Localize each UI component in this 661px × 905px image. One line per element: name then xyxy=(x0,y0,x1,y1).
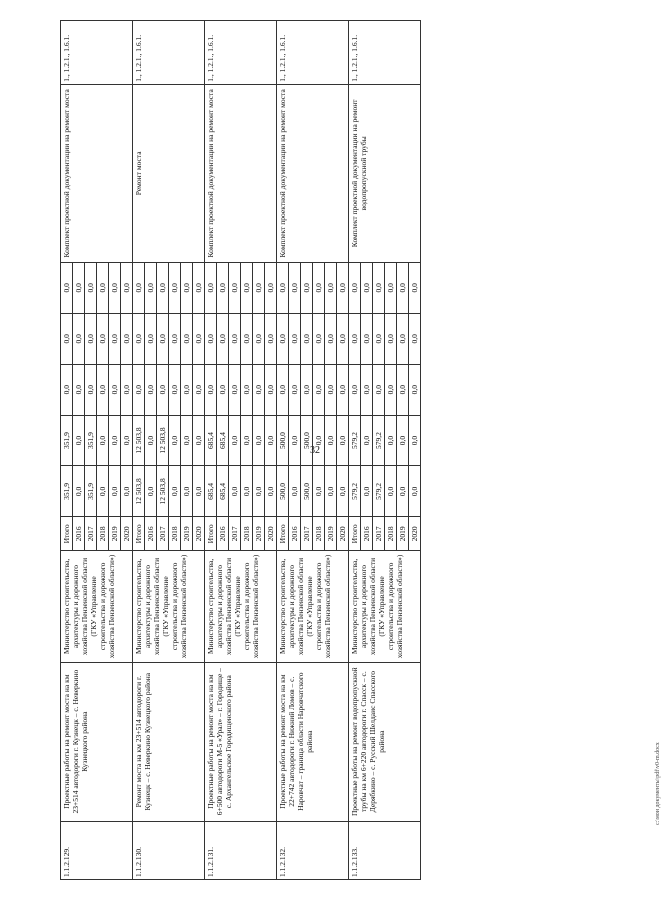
year-label: 2017 xyxy=(157,517,169,551)
amount-cell: 0,0 xyxy=(313,313,325,364)
amount-cell: 0,0 xyxy=(241,313,253,364)
amount-cell: 0,0 xyxy=(409,466,421,517)
amount-cell: 0,0 xyxy=(157,313,169,364)
amount-cell: 0,0 xyxy=(61,313,73,364)
amount-cell: 0,0 xyxy=(301,364,313,415)
amount-cell: 0,0 xyxy=(193,262,205,313)
amount-cell: 0,0 xyxy=(373,262,385,313)
year-label: 2019 xyxy=(397,517,409,551)
amount-cell: 0,0 xyxy=(337,313,349,364)
amount-cell: 0,0 xyxy=(265,415,277,466)
item-number: 1.1.2.132. xyxy=(277,821,349,879)
year-label: 2018 xyxy=(313,517,325,551)
amount-cell: 351,9 xyxy=(85,415,97,466)
item-link: 1., 1.2.1., 1.6.1. xyxy=(349,21,421,85)
year-label: Итого xyxy=(205,517,217,551)
year-label: 2018 xyxy=(169,517,181,551)
year-label: 2016 xyxy=(361,517,373,551)
amount-cell: 0,0 xyxy=(181,466,193,517)
amount-cell: 0,0 xyxy=(217,313,229,364)
amount-cell: 0,0 xyxy=(253,415,265,466)
amount-cell: 0,0 xyxy=(121,262,133,313)
amount-cell: 0,0 xyxy=(397,415,409,466)
item-number: 1.1.2.133. xyxy=(349,821,421,879)
amount-cell: 0,0 xyxy=(361,466,373,517)
amount-cell: 0,0 xyxy=(385,262,397,313)
amount-cell: 0,0 xyxy=(337,415,349,466)
amount-cell: 0,0 xyxy=(145,415,157,466)
year-label: Итого xyxy=(349,517,361,551)
item-name: Проектные работы на ремонт моста на км 6+500 автодороги М-5 «Урал» – г. Городище – с. Архангельское Городищенского района xyxy=(205,662,277,821)
amount-cell: 0,0 xyxy=(325,262,337,313)
amount-cell: 0,0 xyxy=(313,466,325,517)
amount-cell: 0,0 xyxy=(169,364,181,415)
year-label: 2016 xyxy=(73,517,85,551)
amount-cell: 0,0 xyxy=(313,364,325,415)
year-label: 2020 xyxy=(409,517,421,551)
item-name: Проектные работы на ремонт водопропускной трубы на км 6+220 автодороги г. Спасск – с. Дерябкино – с. Русский Шелдаис Спасского района xyxy=(349,662,421,821)
amount-cell: 0,0 xyxy=(121,364,133,415)
amount-cell: 0,0 xyxy=(397,262,409,313)
item-name: Проектные работы на ремонт моста на км 23+514 автодороги г. Кузнецк – с. Неверкино Кузнецкого района xyxy=(61,662,133,821)
amount-cell: 0,0 xyxy=(385,466,397,517)
amount-cell: 0,0 xyxy=(109,262,121,313)
year-label: 2018 xyxy=(97,517,109,551)
amount-cell: 0,0 xyxy=(409,262,421,313)
amount-cell: 0,0 xyxy=(181,262,193,313)
amount-cell: 579,2 xyxy=(373,415,385,466)
amount-cell: 12 503,8 xyxy=(157,466,169,517)
amount-cell: 0,0 xyxy=(337,262,349,313)
amount-cell: 579,2 xyxy=(349,466,361,517)
amount-cell: 0,0 xyxy=(229,415,241,466)
amount-cell: 0,0 xyxy=(301,262,313,313)
year-label: 2020 xyxy=(337,517,349,551)
program-table xyxy=(60,20,421,880)
amount-cell: 0,0 xyxy=(73,313,85,364)
item-executor: Министерство строительства, архитектуры и дорожного хозяйства Пензенской области (ГКУ «Управление строительства и дорожного хозяйства Пензенской области») xyxy=(349,551,421,662)
amount-cell: 0,0 xyxy=(385,313,397,364)
year-label: 2017 xyxy=(301,517,313,551)
year-label: 2020 xyxy=(193,517,205,551)
amount-cell: 12 503,8 xyxy=(133,415,145,466)
amount-cell: 0,0 xyxy=(61,364,73,415)
amount-cell: 0,0 xyxy=(337,364,349,415)
amount-cell: 0,0 xyxy=(349,313,361,364)
amount-cell: 500,0 xyxy=(277,415,289,466)
amount-cell: 0,0 xyxy=(385,364,397,415)
amount-cell: 0,0 xyxy=(325,313,337,364)
amount-cell: 0,0 xyxy=(133,364,145,415)
amount-cell: 0,0 xyxy=(385,415,397,466)
amount-cell: 351,9 xyxy=(85,466,97,517)
item-executor: Министерство строительства, архитектуры и дорожного хозяйства Пензенской области (ГКУ «Управление строительства и дорожного хозяйства Пензенской области») xyxy=(277,551,349,662)
amount-cell: 0,0 xyxy=(61,262,73,313)
item-name: Проектные работы на ремонт моста на км 22+742 автодороги г. Нижний Ломов – с. Наровчат – граница области Наровчатского района xyxy=(277,662,349,821)
amount-cell: 0,0 xyxy=(157,262,169,313)
amount-cell: 0,0 xyxy=(289,415,301,466)
amount-cell: 0,0 xyxy=(193,364,205,415)
amount-cell: 0,0 xyxy=(253,364,265,415)
amount-cell: 0,0 xyxy=(73,262,85,313)
amount-cell: 12 503,8 xyxy=(133,466,145,517)
amount-cell: 0,0 xyxy=(301,313,313,364)
item-link: 1., 1.2.1., 1.6.1. xyxy=(133,21,205,85)
amount-cell: 0,0 xyxy=(97,364,109,415)
amount-cell: 0,0 xyxy=(265,313,277,364)
amount-cell: 0,0 xyxy=(169,313,181,364)
year-label: 2019 xyxy=(253,517,265,551)
amount-cell: 0,0 xyxy=(73,415,85,466)
year-label: 2019 xyxy=(181,517,193,551)
amount-cell: 0,0 xyxy=(205,262,217,313)
amount-cell: 0,0 xyxy=(169,466,181,517)
item-executor: Министерство строительства, архитектуры и дорожного хозяйства Пензенской области (ГКУ «Управление строительства и дорожного хозяйства Пензенской области») xyxy=(205,551,277,662)
year-label: 2016 xyxy=(217,517,229,551)
amount-cell: 0,0 xyxy=(409,364,421,415)
amount-cell: 0,0 xyxy=(217,364,229,415)
amount-cell: 0,0 xyxy=(85,262,97,313)
amount-cell: 0,0 xyxy=(73,364,85,415)
amount-cell: 0,0 xyxy=(253,466,265,517)
amount-cell: 685,4 xyxy=(205,415,217,466)
amount-cell: 0,0 xyxy=(325,466,337,517)
amount-cell: 0,0 xyxy=(181,364,193,415)
amount-cell: 0,0 xyxy=(277,313,289,364)
amount-cell: 0,0 xyxy=(265,262,277,313)
item-executor: Министерство строительства, архитектуры и дорожного хозяйства Пензенской области (ГКУ «Управление строительства и дорожного хозяйства Пензенской области») xyxy=(61,551,133,662)
item-executor: Министерство строительства, архитектуры и дорожного хозяйства Пензенской области (ГКУ «Управление строительства и дорожного хозяйства Пензенской области») xyxy=(133,551,205,662)
year-label: 2018 xyxy=(241,517,253,551)
year-label: 2017 xyxy=(373,517,385,551)
year-label: 2020 xyxy=(265,517,277,551)
amount-cell: 0,0 xyxy=(97,262,109,313)
table-row xyxy=(205,21,217,880)
amount-cell: 0,0 xyxy=(97,415,109,466)
amount-cell: 0,0 xyxy=(133,262,145,313)
amount-cell: 0,0 xyxy=(145,466,157,517)
item-number: 1.1.2.129. xyxy=(61,821,133,879)
amount-cell: 0,0 xyxy=(205,313,217,364)
amount-cell: 0,0 xyxy=(361,364,373,415)
amount-cell: 0,0 xyxy=(397,466,409,517)
amount-cell: 0,0 xyxy=(109,364,121,415)
footer-path: c:\мои документы\pdf\v0-m.docx xyxy=(655,742,661,825)
item-result: Комплект проектной документации на ремонт моста xyxy=(61,84,133,262)
year-label: Итого xyxy=(61,517,73,551)
amount-cell: 579,2 xyxy=(373,466,385,517)
item-result: Комплект проектной документации на ремонт водопропускной трубы xyxy=(349,84,421,262)
amount-cell: 0,0 xyxy=(169,262,181,313)
year-label: 2018 xyxy=(385,517,397,551)
amount-cell: 0,0 xyxy=(133,313,145,364)
amount-cell: 0,0 xyxy=(361,313,373,364)
amount-cell: 0,0 xyxy=(121,466,133,517)
amount-cell: 0,0 xyxy=(121,415,133,466)
amount-cell: 0,0 xyxy=(373,313,385,364)
year-label: Итого xyxy=(133,517,145,551)
amount-cell: 0,0 xyxy=(349,262,361,313)
amount-cell: 0,0 xyxy=(121,313,133,364)
amount-cell: 0,0 xyxy=(85,313,97,364)
amount-cell: 685,4 xyxy=(217,415,229,466)
amount-cell: 579,2 xyxy=(349,415,361,466)
amount-cell: 500,0 xyxy=(301,466,313,517)
amount-cell: 0,0 xyxy=(229,262,241,313)
amount-cell: 0,0 xyxy=(409,313,421,364)
amount-cell: 0,0 xyxy=(325,415,337,466)
item-link: 1., 1.2.1., 1.6.1. xyxy=(61,21,133,85)
amount-cell: 0,0 xyxy=(109,466,121,517)
amount-cell: 0,0 xyxy=(229,466,241,517)
amount-cell: 0,0 xyxy=(277,364,289,415)
year-label: 2019 xyxy=(109,517,121,551)
table-row xyxy=(133,21,145,880)
amount-cell: 0,0 xyxy=(193,415,205,466)
amount-cell: 0,0 xyxy=(289,262,301,313)
rotated-table-sheet xyxy=(60,20,661,880)
year-label: 2016 xyxy=(145,517,157,551)
amount-cell: 0,0 xyxy=(181,313,193,364)
year-label: 2016 xyxy=(289,517,301,551)
amount-cell: 0,0 xyxy=(193,466,205,517)
item-name: Ремонт моста на км 23+514 автодороги г. Кузнецк – с. Неверкино Кузнецкого района xyxy=(133,662,205,821)
amount-cell: 0,0 xyxy=(217,262,229,313)
item-number: 1.1.2.131. xyxy=(205,821,277,879)
amount-cell: 0,0 xyxy=(157,364,169,415)
amount-cell: 0,0 xyxy=(253,262,265,313)
page-number: 32 xyxy=(310,445,320,456)
amount-cell: 0,0 xyxy=(97,313,109,364)
year-label: Итого xyxy=(277,517,289,551)
amount-cell: 0,0 xyxy=(361,262,373,313)
year-label: 2017 xyxy=(229,517,241,551)
amount-cell: 0,0 xyxy=(145,262,157,313)
amount-cell: 0,0 xyxy=(109,415,121,466)
amount-cell: 0,0 xyxy=(325,364,337,415)
amount-cell: 0,0 xyxy=(349,364,361,415)
amount-cell: 0,0 xyxy=(253,313,265,364)
amount-cell: 500,0 xyxy=(301,415,313,466)
amount-cell: 0,0 xyxy=(313,415,325,466)
amount-cell: 0,0 xyxy=(241,262,253,313)
amount-cell: 0,0 xyxy=(181,415,193,466)
amount-cell: 0,0 xyxy=(205,364,217,415)
amount-cell: 0,0 xyxy=(169,415,181,466)
amount-cell: 0,0 xyxy=(241,466,253,517)
item-link: 1., 1.2.1., 1.6.1. xyxy=(277,21,349,85)
year-label: 2019 xyxy=(325,517,337,551)
item-result: Ремонт моста xyxy=(133,84,205,262)
amount-cell: 0,0 xyxy=(145,313,157,364)
table-row xyxy=(349,21,361,880)
amount-cell: 0,0 xyxy=(241,364,253,415)
amount-cell: 0,0 xyxy=(397,364,409,415)
amount-cell: 0,0 xyxy=(337,466,349,517)
amount-cell: 0,0 xyxy=(229,313,241,364)
amount-cell: 0,0 xyxy=(289,466,301,517)
year-label: 2020 xyxy=(121,517,133,551)
amount-cell: 0,0 xyxy=(265,364,277,415)
amount-cell: 0,0 xyxy=(361,415,373,466)
amount-cell: 0,0 xyxy=(277,262,289,313)
amount-cell: 0,0 xyxy=(193,313,205,364)
item-number: 1.1.2.130. xyxy=(133,821,205,879)
amount-cell: 351,9 xyxy=(61,415,73,466)
amount-cell: 0,0 xyxy=(409,415,421,466)
item-link: 1., 1.2.1., 1.6.1. xyxy=(205,21,277,85)
amount-cell: 0,0 xyxy=(85,364,97,415)
amount-cell: 500,0 xyxy=(277,466,289,517)
amount-cell: 0,0 xyxy=(289,364,301,415)
amount-cell: 0,0 xyxy=(265,466,277,517)
amount-cell: 351,9 xyxy=(61,466,73,517)
year-label: 2017 xyxy=(85,517,97,551)
amount-cell: 685,4 xyxy=(205,466,217,517)
item-result: Комплект проектной документации на ремонт моста xyxy=(277,84,349,262)
amount-cell: 0,0 xyxy=(373,364,385,415)
amount-cell: 0,0 xyxy=(313,262,325,313)
amount-cell: 685,4 xyxy=(217,466,229,517)
amount-cell: 0,0 xyxy=(241,415,253,466)
table-row xyxy=(61,21,73,880)
amount-cell: 0,0 xyxy=(289,313,301,364)
amount-cell: 12 503,8 xyxy=(157,415,169,466)
amount-cell: 0,0 xyxy=(145,364,157,415)
amount-cell: 0,0 xyxy=(73,466,85,517)
amount-cell: 0,0 xyxy=(97,466,109,517)
table-row xyxy=(277,21,289,880)
item-result: Комплект проектной документации на ремонт моста xyxy=(205,84,277,262)
amount-cell: 0,0 xyxy=(397,313,409,364)
amount-cell: 0,0 xyxy=(109,313,121,364)
amount-cell: 0,0 xyxy=(229,364,241,415)
